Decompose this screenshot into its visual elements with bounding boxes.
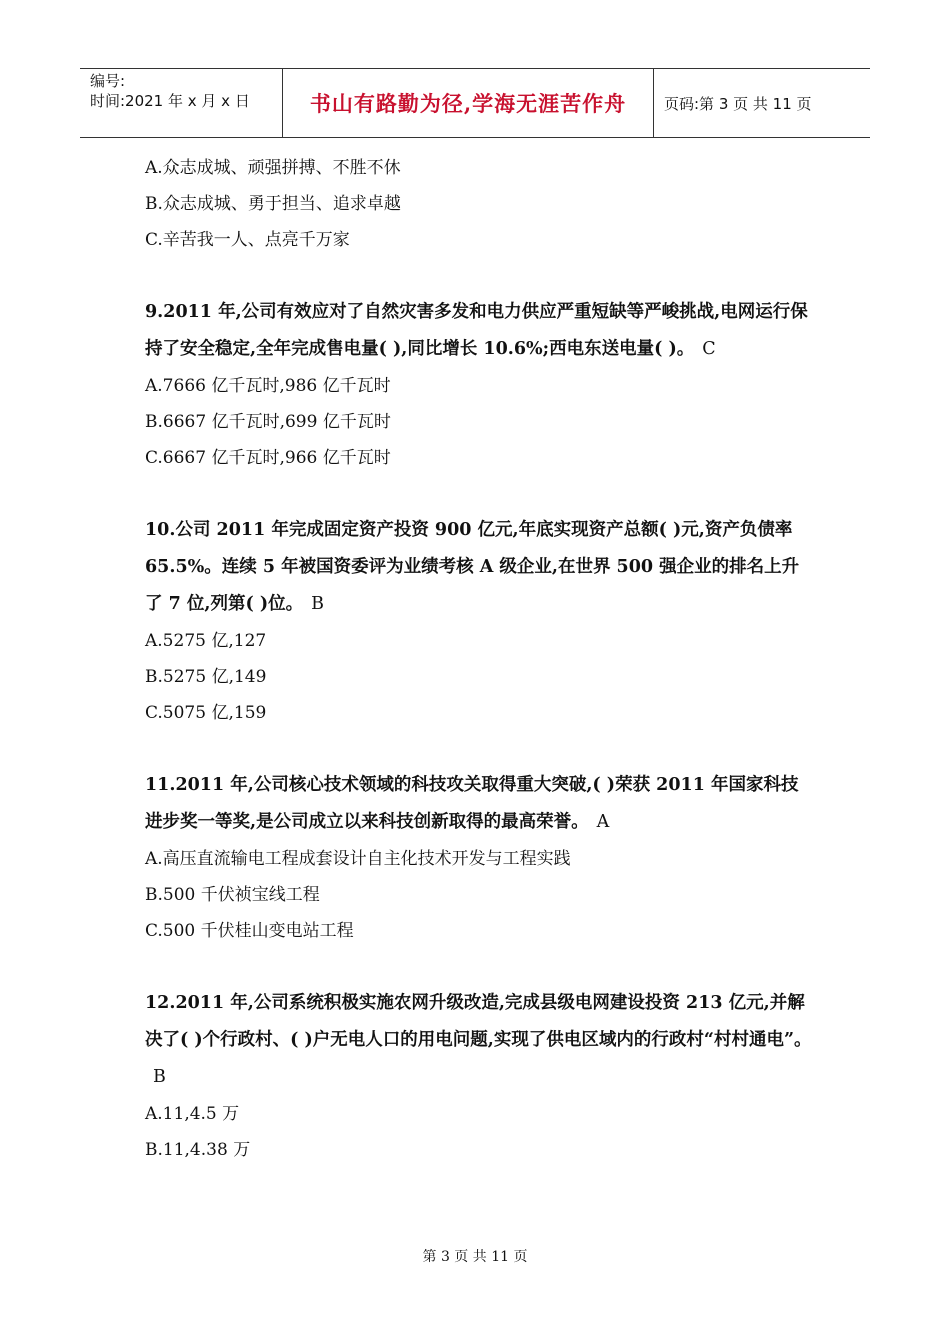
option: C.辛苦我一人、点亮千万家 [145,230,350,250]
option: A.众志成城、顽强拼搏、不胜不休 [145,158,401,178]
question-9 [145,294,815,368]
question-text: 9.2011 年,公司有效应对了自然灾害多发和电力供应严重短缺等严峻挑战,电网运行保持了安全稳定,全年完成售电量( ),同比增长 10.6%;西电东送电量( )。 [145,302,808,359]
answer-key: B [153,1067,166,1087]
option: C.5075 亿,159 [145,703,267,723]
time-label: 时间:2021 年 x 月 x 日 [90,92,250,110]
question-12 [145,985,815,1096]
option: B.众志成城、勇于担当、追求卓越 [145,194,401,214]
number-label: 编号: [90,72,126,90]
answer-key: B [311,594,324,614]
option: A.7666 亿千瓦时,986 亿千瓦时 [145,376,391,396]
question-11 [145,767,815,841]
motto: 书山有路勤为径,学海无涯苦作舟 [309,91,627,116]
option: B.6667 亿千瓦时,699 亿千瓦时 [145,412,391,432]
answer-key: A [596,812,610,832]
header-motto-cell [282,69,654,137]
option: A.高压直流输电工程成套设计自主化技术开发与工程实践 [145,849,571,869]
header-page-info [654,69,870,137]
page-footer: 第 3 页 共 11 页 [422,1249,528,1265]
page-info: 页码:第 3 页 共 11 页 [664,94,812,113]
option: B.11,4.38 万 [145,1140,251,1160]
document-body [145,150,815,1168]
option: A.5275 亿,127 [145,631,267,651]
option: A.11,4.5 万 [145,1104,240,1124]
option: B.500 千伏祯宝线工程 [145,885,320,905]
question-text: 10.公司 2011 年完成固定资产投资 900 亿元,年底实现资产总额( )元,资产负债率 65.5%。连续 5 年被国资委评为业绩考核 A 级企业,在世界 500 强企业的排名上升了 7 位,列第( )位。 [145,520,800,614]
page-header [80,68,870,138]
option: C.6667 亿千瓦时,966 亿千瓦时 [145,448,391,468]
option: C.500 千伏桂山变电站工程 [145,921,354,941]
answer-key: C [702,339,716,359]
question-text: 12.2011 年,公司系统积极实施农网升级改造,完成县级电网建设投资 213 亿元,并解决了( )个行政村、( )户无电人口的用电问题,实现了供电区域内的行政村“村村通电”。 [145,993,812,1050]
question-text: 11.2011 年,公司核心技术领域的科技攻关取得重大突破,( )荣获 2011 年国家科技进步奖一等奖,是公司成立以来科技创新取得的最高荣誉。 [145,775,799,832]
question-10 [145,512,815,623]
option: B.5275 亿,149 [145,667,267,687]
header-meta [80,69,282,137]
